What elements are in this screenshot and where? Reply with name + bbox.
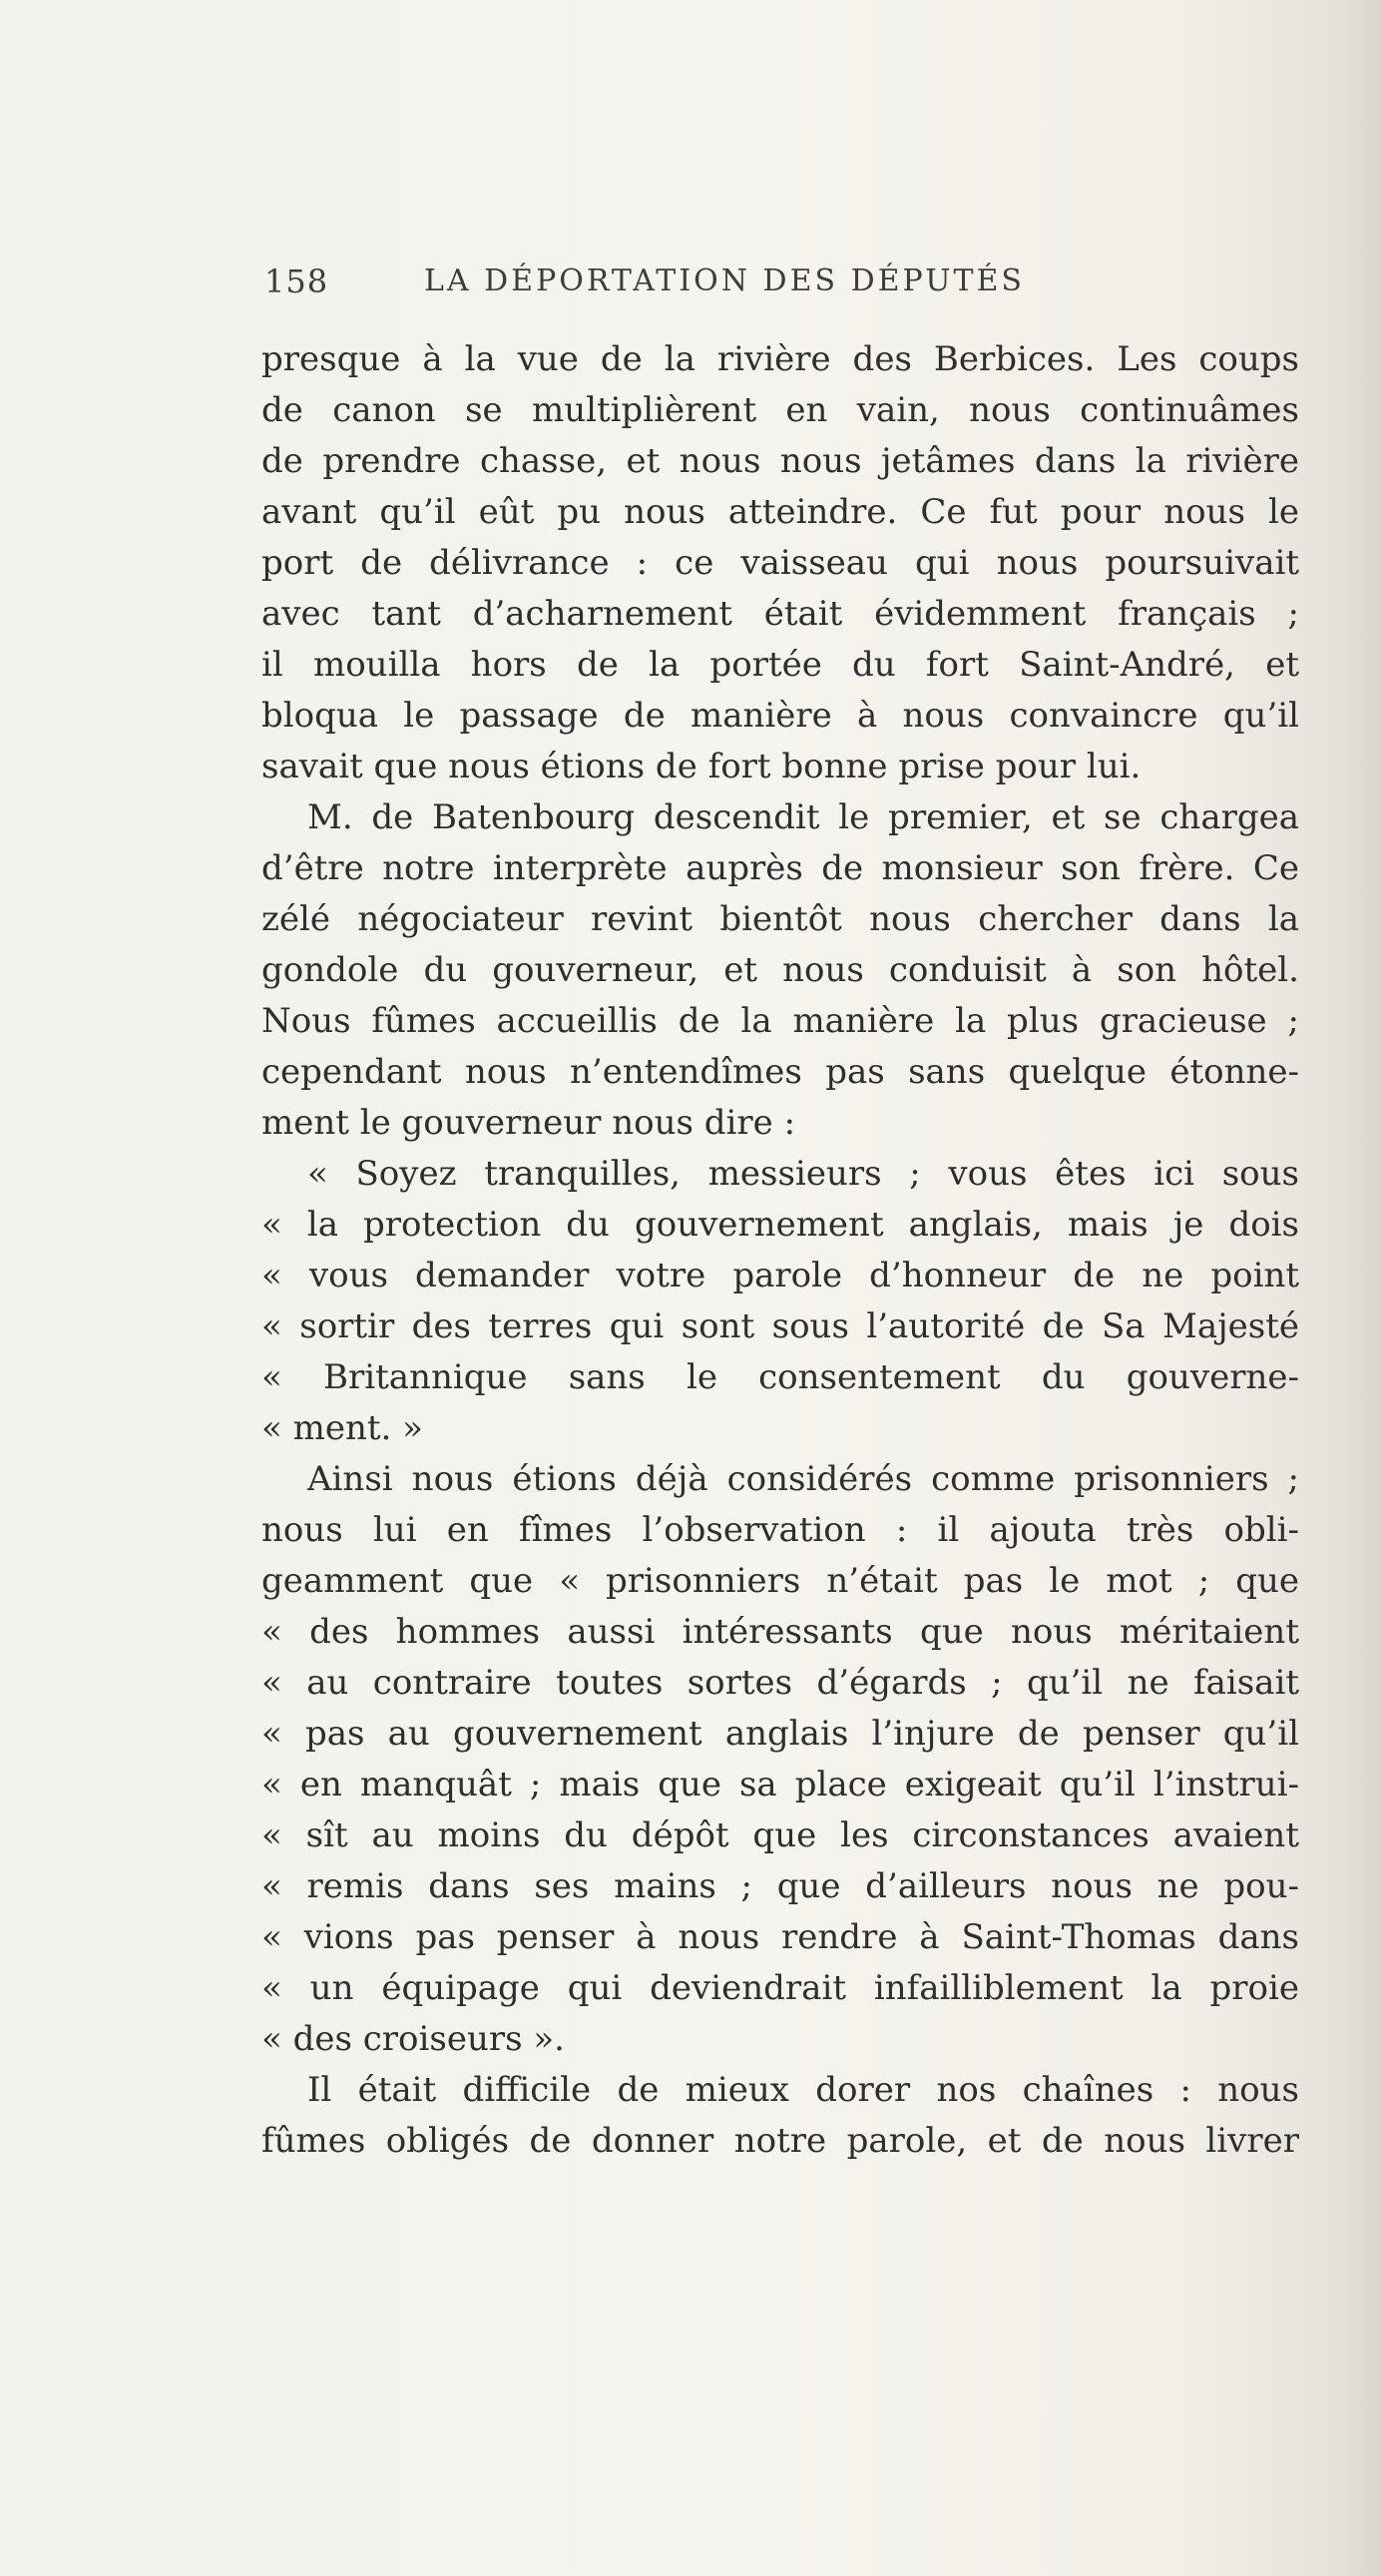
quote-line: « ment. » <box>261 1408 423 1448</box>
quote-line: « en manquât ; mais que sa place exigeait qu’il l’instrui- <box>261 1765 1299 1804</box>
text-line: d’être notre interprète auprès de monsieur son frère. Ce <box>261 848 1299 888</box>
quote-first-line: « Soyez tranquilles, messieurs ; vous êtes ici sous <box>307 1154 1299 1194</box>
paragraph-first-line: Il était difficile de mieux dorer nos chaînes : nous <box>307 2070 1299 2110</box>
quote-line: « un équipage qui deviendrait infailliblement la proie <box>261 1968 1299 2008</box>
text-line: cependant nous n’entendîmes pas sans quelque étonne- <box>261 1052 1299 1092</box>
body-text <box>261 334 1299 2167</box>
text-line: ment le gouverneur nous dire : <box>261 1103 796 1143</box>
quote-line: « au contraire toutes sortes d’égards ; qu’il ne faisait <box>261 1663 1299 1703</box>
running-title: LA DÉPORTATION DES DÉPUTÉS <box>424 263 1025 298</box>
text-line: nous lui en fîmes l’observation : il ajouta très obli- <box>261 1510 1299 1550</box>
text-line: fûmes obligés de donner notre parole, et de nous livrer <box>261 2121 1299 2161</box>
quote-line: « pas au gouvernement anglais l’injure de penser qu’il <box>261 1714 1299 1754</box>
quote-line: « des croiseurs ». <box>261 2019 565 2059</box>
quote-line: « sortir des terres qui sont sous l’autorité de Sa Majesté <box>261 1306 1299 1346</box>
text-line: port de délivrance : ce vaisseau qui nous poursuivait <box>261 543 1299 583</box>
page-number: 158 <box>264 262 329 300</box>
text-line: avec tant d’acharnement était évidemment français ; <box>261 594 1299 634</box>
text-line: zélé négociateur revint bientôt nous chercher dans la <box>261 899 1299 939</box>
quote-line: « des hommes aussi intéressants que nous méritaient <box>261 1612 1299 1652</box>
text-line: Nous fûmes accueillis de la manière la plus gracieuse ; <box>261 1001 1299 1041</box>
page-header <box>264 261 1143 301</box>
text-line: gondole du gouverneur, et nous conduisit à son hôtel. <box>261 950 1299 990</box>
quote-line: « la protection du gouvernement anglais, mais je dois <box>261 1205 1299 1245</box>
paragraph-first-line: Ainsi nous étions déjà considérés comme prisonniers ; <box>307 1459 1299 1499</box>
quote-line: « sît au moins du dépôt que les circonstances avaient <box>261 1815 1299 1855</box>
text-line: presque à la vue de la rivière des Berbices. Les coups <box>261 339 1299 379</box>
text-line: de canon se multiplièrent en vain, nous continuâmes <box>261 390 1299 430</box>
text-line: bloqua le passage de manière à nous convaincre qu’il <box>261 696 1299 736</box>
quote-line: « vous demander votre parole d’honneur de ne point <box>261 1256 1299 1295</box>
quote-line: « remis dans ses mains ; que d’ailleurs nous ne pou- <box>261 1866 1299 1906</box>
text-line: de prendre chasse, et nous nous jetâmes dans la rivière <box>261 441 1299 481</box>
text-line: il mouilla hors de la portée du fort Saint-André, et <box>261 645 1299 685</box>
text-line: savait que nous étions de fort bonne prise pour lui. <box>261 747 1142 786</box>
quote-line: « vions pas penser à nous rendre à Saint-Thomas dans <box>261 1917 1299 1957</box>
text-line: geamment que « prisonniers n’était pas le mot ; que <box>261 1561 1299 1601</box>
quote-line: « Britannique sans le consentement du gouverne- <box>261 1357 1299 1397</box>
text-line: avant qu’il eût pu nous atteindre. Ce fut pour nous le <box>261 492 1299 532</box>
paragraph-first-line: M. de Batenbourg descendit le premier, et se chargea <box>307 797 1299 837</box>
